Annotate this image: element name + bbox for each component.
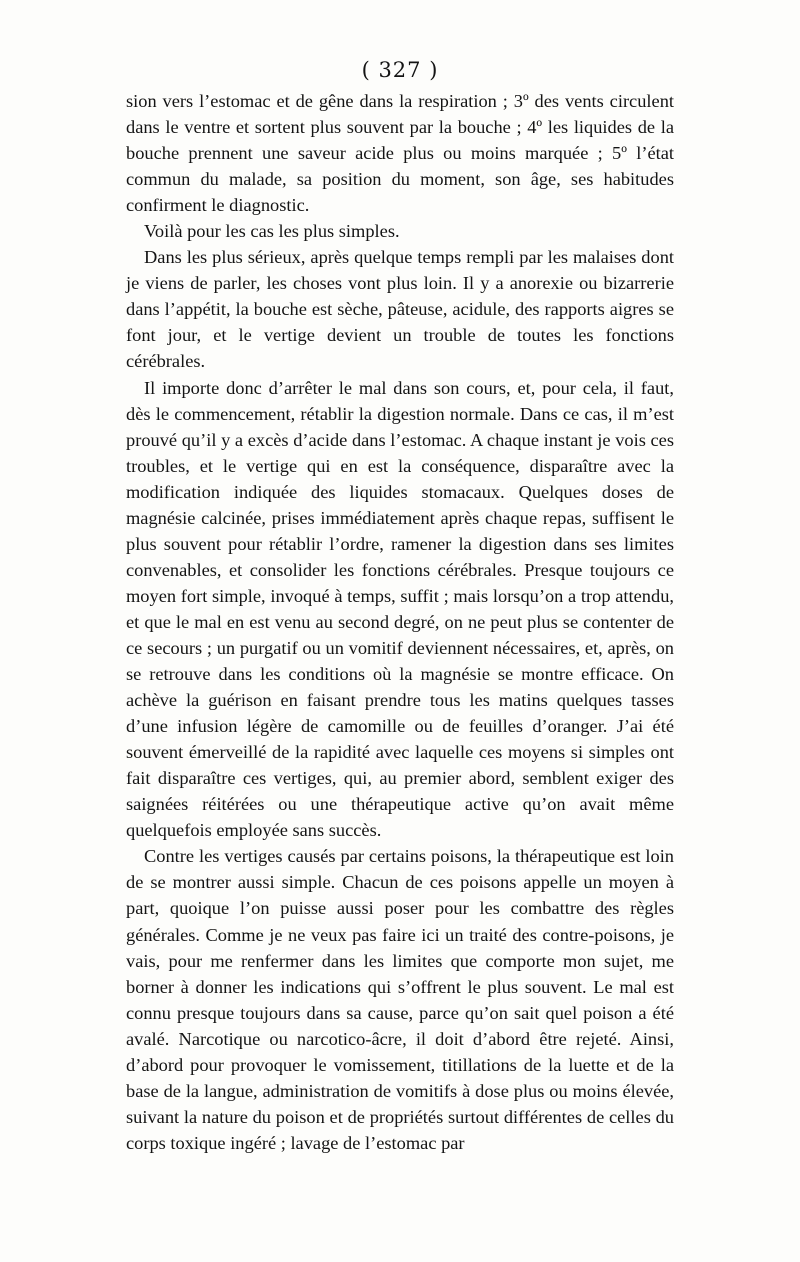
body-text (126, 88, 674, 1156)
paragraph-continuation: sion vers l’estomac et de gêne dans la respiration ; 3º des vents circulent dans le ventre et sortent plus souvent par la bouche ; 4º les liquides de la bouche prennent une saveur acide plus ou moins marquée ; 5º l’état commun du malade, sa position du moment, son âge, ses habitudes confirment le diagnostic. (126, 91, 674, 216)
page-number: ( 327 ) (361, 58, 439, 82)
paragraph: Il importe donc d’arrêter le mal dans son cours, et, pour cela, il faut, dès le commencement, rétablir la digestion normale. Dans ce cas, il m’est prouvé qu’il y a excès d’acide dans l’estomac. A chaque instant je vois ces troubles, et le vertige qui en est la conséquence, disparaître avec la modification indiquée des liquides stomacaux. Quelques doses de magnésie calcinée, prises immédiatement après chaque repas, suffisent le plus souvent pour rétablir l’ordre, ramener la digestion dans ses limites convenables, et consolider les fonctions cérébrales. Presque toujours ce moyen fort simple, invoqué à temps, suffit ; mais lorsqu’on a trop attendu, et que le mal en est venu au second degré, on ne peut plus se contenter de ce secours ; un purgatif ou un vomitif deviennent nécessaires, et, après, on se retrouve dans les conditions où la magnésie se montre efficace. On achève la guérison en faisant prendre tous les matins quelques tasses d’une infusion légère de camomille ou de feuilles d’oranger. J’ai été souvent émerveillé de la rapidité avec laquelle ces moyens si simples ont fait disparaître ces vertiges, qui, au premier abord, semblent exiger des saignées réitérées ou une thérapeutique active qu’on avait même quelquefois employée sans succès. (126, 377, 674, 841)
paragraph: Voilà pour les cas les plus simples. (144, 221, 400, 242)
paragraph: Contre les vertiges causés par certains poisons, la thérapeutique est loin de se montrer aussi simple. Chacun de ces poisons appelle un moyen à part, quoique l’on puisse aussi poser pour les combattre des règles générales. Comme je ne veux pas faire ici un traité des contre-poisons, je vais, pour me renfermer dans les limites que comporte mon sujet, me borner à donner les indications qui s’offrent le plus souvent. Le mal est connu presque toujours dans sa cause, parce qu’on sait quel poison a été avalé. Narcotique ou narcotico-âcre, il doit d’abord être rejeté. Ainsi, d’abord pour provoquer le vomissement, titillations de la luette et de la base de la langue, administration de vomitifs à dose plus ou moins élevée, suivant la nature du poison et de propriétés surtout différentes de celles du corps toxique ingéré ; lavage de l’estomac par (126, 846, 674, 1153)
paragraph: Dans les plus sérieux, après quelque temps rempli par les malaises dont je viens de parler, les choses vont plus loin. Il y a anorexie ou bizarrerie dans l’appétit, la bouche est sèche, pâteuse, acidule, des rapports aigres se font jour, et le vertige devient un trouble de toutes les fonctions cérébrales. (126, 247, 674, 372)
